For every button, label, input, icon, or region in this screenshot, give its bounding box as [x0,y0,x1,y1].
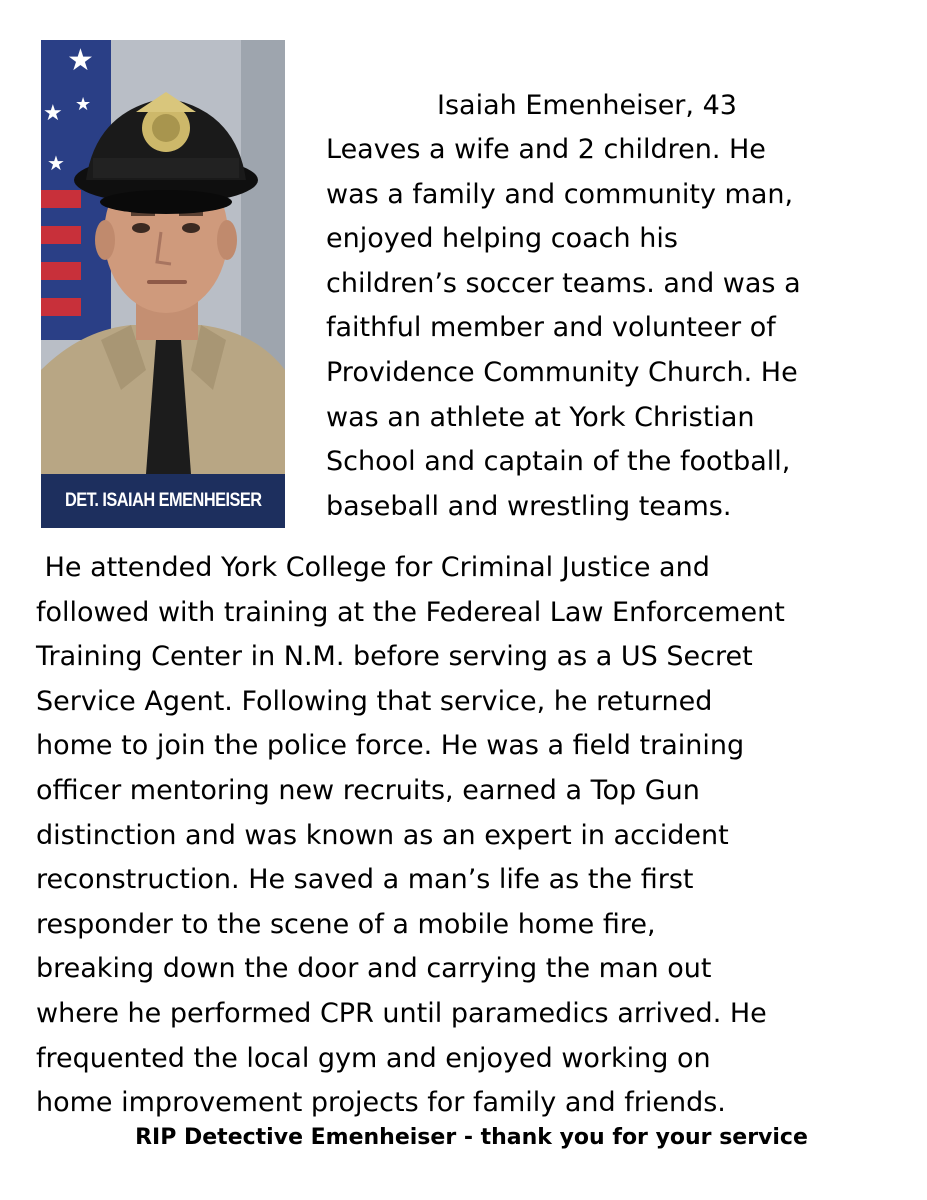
text-line: Service Agent. Following that service, he returned [36,685,713,717]
biography-paragraph [36,546,916,1126]
text-line: reconstruction. He saved a man’s life as the first [36,864,694,896]
text-line: Providence Community Church. He [326,356,798,388]
text-line: home improvement projects for family and friends. [36,1087,726,1119]
officer-portrait [41,40,285,528]
text-line: breaking down the door and carrying the man out [36,953,712,985]
tribute-footer: RIP Detective Emenheiser - thank you for your service [135,1125,808,1150]
svg-text:★: ★ [75,94,92,115]
name-age-heading: Isaiah Emenheiser, 43 [437,90,737,121]
text-line: was a family and community man, [326,178,794,210]
text-line: School and captain of the football, [326,446,791,478]
text-line: faithful member and volunteer of [326,312,776,344]
text-line: home to join the police force. He was a field training [36,730,745,762]
svg-text:★: ★ [47,151,65,175]
intro-paragraph [326,128,916,529]
text-line: enjoyed helping coach his [326,223,678,255]
text-line: was an athlete at York Christian [326,401,755,433]
text-line: Training Center in N.M. before serving as a US Secret [36,641,753,673]
text-line: followed with training at the Federeal Law Enforcement [36,596,785,628]
text-line: frequented the local gym and enjoyed working on [36,1042,711,1074]
text-line: Leaves a wife and 2 children. He [326,134,766,165]
text-line: baseball and wrestling teams. [326,490,732,522]
text-line: responder to the scene of a mobile home fire, [36,908,656,940]
svg-text:★: ★ [67,43,94,78]
text-line: where he performed CPR until paramedics arrived. He [36,997,767,1029]
text-line: He attended York College for Criminal Justice and [36,552,710,583]
text-line: children’s soccer teams. and was a [326,267,801,299]
text-line: officer mentoring new recruits, earned a Top Gun [36,774,700,806]
portrait-caption: DET. ISAIAH EMENHEISER [41,474,285,528]
portrait-illustration [41,40,285,474]
svg-text:★: ★ [43,101,63,126]
text-line: distinction and was known as an expert in accident [36,819,729,851]
